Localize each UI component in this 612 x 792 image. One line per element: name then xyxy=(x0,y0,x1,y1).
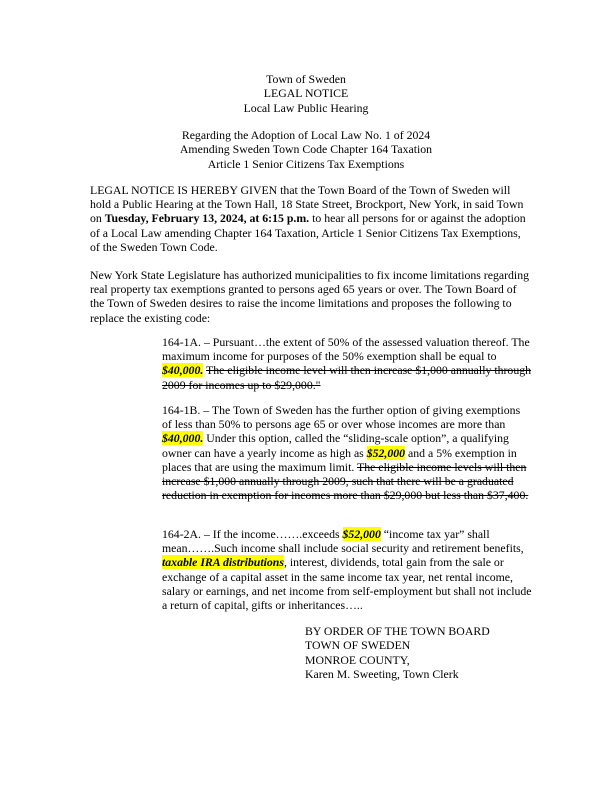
notice-header xyxy=(0,72,612,115)
section-1b-amount-2: $52,000 xyxy=(366,445,406,460)
section-1a-amount: $40,000. xyxy=(162,363,204,378)
signature-clerk: Karen M. Sweeting, Town Clerk xyxy=(305,666,459,681)
signature-block xyxy=(305,624,565,681)
section-1b-text-1: 164-1B. – The Town of Sweden has the further option of giving exemptions of less than 50% to persons age 65 or over whose incomes are more than xyxy=(162,403,521,432)
section-1b-struck-text: The eligible income levels will then increase $1,000 annually through 2009, such that there will be a graduated reduction in exemption for incomes more than $29,000 but less than $37,400. xyxy=(162,459,529,503)
section-1a-text: 164-1A. – Pursuant…the extent of 50% of the assessed valuation thereof. The maximum income for purposes of the 50% exemption shall be equal to xyxy=(162,335,530,364)
background-text: New York State Legislature has authorized municipalities to fix income limitations regarding real property tax exemptions granted to persons aged 65 years or over. The Town Board of the Town of Sweden desires to raise the income limitations and proposes the following to replace the existing code: xyxy=(90,268,530,325)
section-1a-struck-text: The eligible income level will then increase $1,000 annually through 2009 for incomes up to $29,000." xyxy=(162,363,532,392)
header-legal-notice: LEGAL NOTICE xyxy=(263,86,349,101)
signature-line-1: BY ORDER OF THE TOWN BOARD xyxy=(305,624,490,638)
signature-line-2: TOWN OF SWEDEN xyxy=(305,638,411,653)
notice-text-2: to hear all persons for or against the adoption of a Local Law amending Chapter 164 Taxation, Article 1 Senior Citizens Tax Exemptions, of the Sweden Town Code. xyxy=(90,211,526,254)
section-2a-ira: taxable IRA distributions xyxy=(162,555,284,570)
background-paragraph xyxy=(90,268,530,325)
section-2a-text-1: 164-2A. – If the income…….exceeds xyxy=(162,527,343,541)
signature-line-3: MONROE COUNTY, xyxy=(305,652,410,667)
hearing-date: Tuesday, February 13, 2024, at 6:15 p.m. xyxy=(104,211,310,226)
section-164-1b xyxy=(162,403,532,502)
section-1b-text-2: Under this option, called the “sliding-scale option”, a qualifying owner can have a yearly income as high as xyxy=(162,431,509,460)
header-town-name: Town of Sweden xyxy=(266,72,346,86)
subject-line-3: Article 1 Senior Citizens Tax Exemptions xyxy=(207,156,405,171)
header-hearing-title: Local Law Public Hearing xyxy=(243,100,369,115)
section-1b-amount-1: $40,000. xyxy=(162,431,204,446)
notice-subject xyxy=(0,128,612,171)
subject-line-2: Amending Sweden Town Code Chapter 164 Taxation xyxy=(179,142,433,157)
section-164-1a xyxy=(162,335,532,392)
section-164-2a xyxy=(162,527,532,612)
section-2a-text-2: “income tax yar” shall mean…….Such income shall include social security and retirement benefits, xyxy=(162,527,524,556)
section-2a-amount: $52,000 xyxy=(342,527,381,541)
subject-line-1: Regarding the Adoption of Local Law No. 1 of 2024 xyxy=(181,128,431,142)
section-1b-text-3: and a 5% exemption in places that are using the maximum limit. xyxy=(162,445,517,474)
notice-paragraph xyxy=(90,183,530,254)
notice-text-1: LEGAL NOTICE IS HEREBY GIVEN that the Town Board of the Town of Sweden will hold a Public Hearing at the Town Hall, 18 State Street, Brockport, New York, in said Town on xyxy=(90,183,524,226)
section-2a-text-3: , interest, dividends, total gain from the sale or exchange of a capital asset in the same income tax year, net rental income, salary or earnings, and net income from self-employment but shall not include a return of capital, gifts or inheritances….. xyxy=(162,555,532,613)
